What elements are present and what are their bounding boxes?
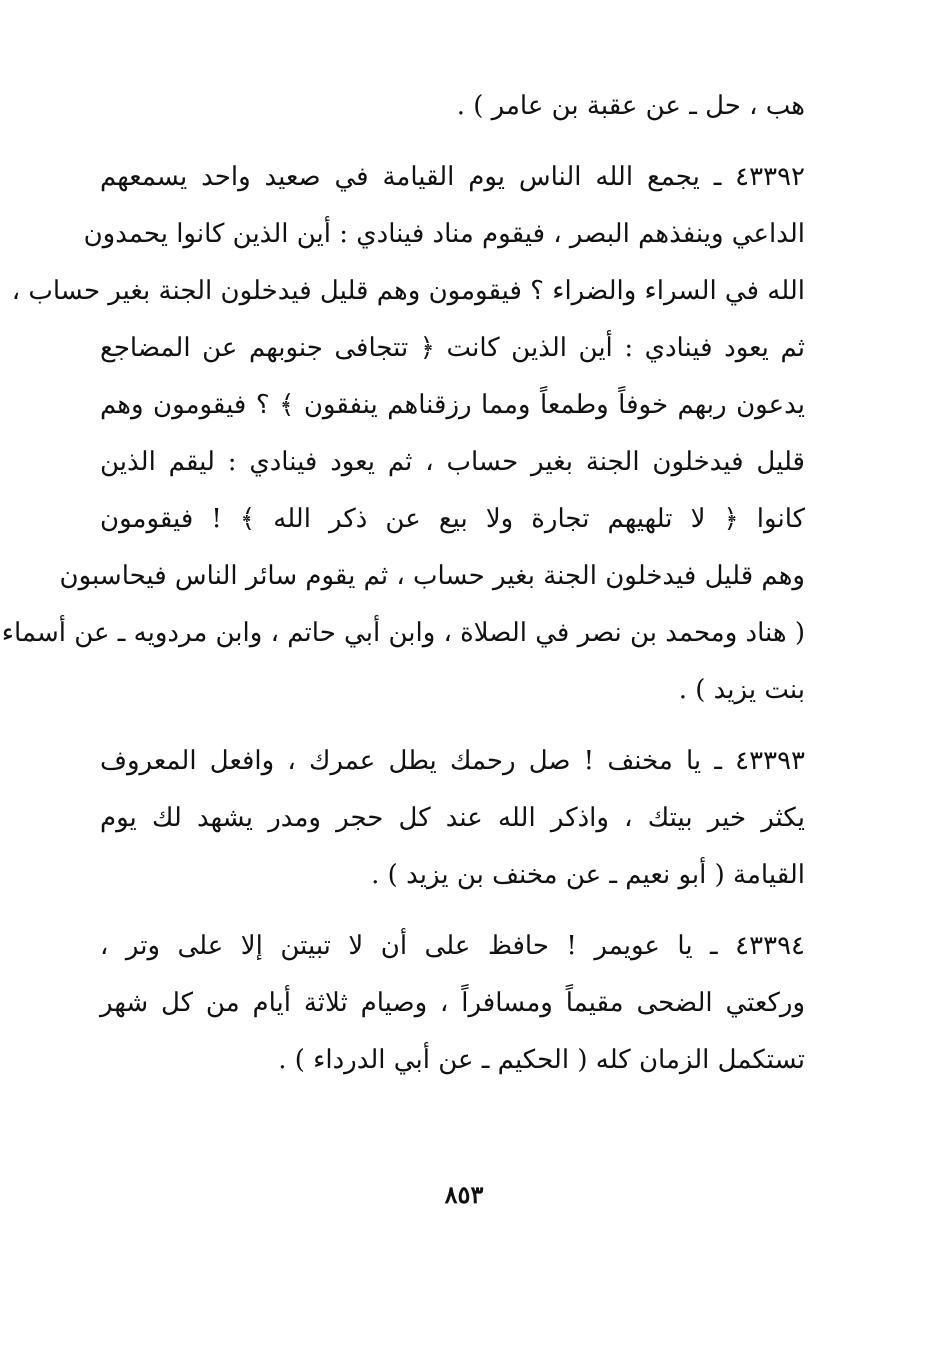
text-line: قليل فيدخلون الجنة بغير حساب ، ثم يعود فينادي : ليقم الذين: [100, 447, 805, 477]
text-line: هب ، حل ـ عن عقبة بن عامر ) .: [456, 91, 805, 121]
paragraph-continuation: [100, 86, 805, 143]
paragraph-gap: [100, 912, 805, 926]
text-line: وهم قليل فيدخلون الجنة بغير حساب ، ثم يقوم سائر الناس فيحاسبون: [59, 561, 805, 591]
text-line: تستكمل الزمان كله ( الحكيم ـ عن أبي الدرداء ) .: [278, 1045, 805, 1075]
text-line: ( هناد ومحمد بن نصر في الصلاة ، وابن أبي حاتم ، وابن مردويه ـ عن أسماء: [1, 618, 805, 648]
text-line: الله في السراء والضراء ؟ فيقومون وهم قليل فيدخلون الجنة بغير حساب ،: [11, 276, 805, 306]
paragraph-gap: [100, 727, 805, 741]
text-line: الداعي وينفذهم البصر ، فيقوم مناد فينادي : أين الذين كانوا يحمدون: [83, 219, 805, 249]
text-line: ٤٣٣٩٤ ـ يا عويمر ! حافظ على أن لا تبيتن إلا على وتر ،: [100, 931, 805, 961]
hadith-43392: [1, 157, 805, 727]
text-line: القيامة ( أبو نعيم ـ عن مخنف بن يزيد ) .: [371, 860, 805, 890]
page-number: ٨٥٣: [444, 1180, 484, 1209]
text-line: يدعون ربهم خوفاً وطمعاً ومما رزقناهم ينفقون ﴾ ؟ فيقومون وهم: [100, 390, 805, 420]
text-line: يكثر خير بيتك ، واذكر الله عند كل حجر ومدر يشهد لك يوم: [100, 803, 805, 833]
text-line: وركعتي الضحى مقيماً ومسافراً ، وصيام ثلاثة أيام من كل شهر: [100, 988, 805, 1018]
page-body: [1, 86, 805, 1097]
paragraph-gap: [100, 143, 805, 157]
hadith-43394: [100, 926, 805, 1097]
text-line: ٤٣٣٩٢ ـ يجمع الله الناس يوم القيامة في صعيد واحد يسمعهم: [100, 162, 805, 192]
text-line: ثم يعود فينادي : أين الذين كانت ﴿ تتجافى جنوبهم عن المضاجع: [100, 333, 805, 363]
hadith-43393: [100, 741, 805, 912]
text-line: ٤٣٣٩٣ ـ يا مخنف ! صل رحمك يطل عمرك ، وافعل المعروف: [100, 746, 805, 776]
text-line: كانوا ﴿ لا تلهيهم تجارة ولا بيع عن ذكر الله ﴾ ! فيقومون: [100, 504, 805, 534]
text-line: بنت يزيد ) .: [678, 675, 805, 705]
